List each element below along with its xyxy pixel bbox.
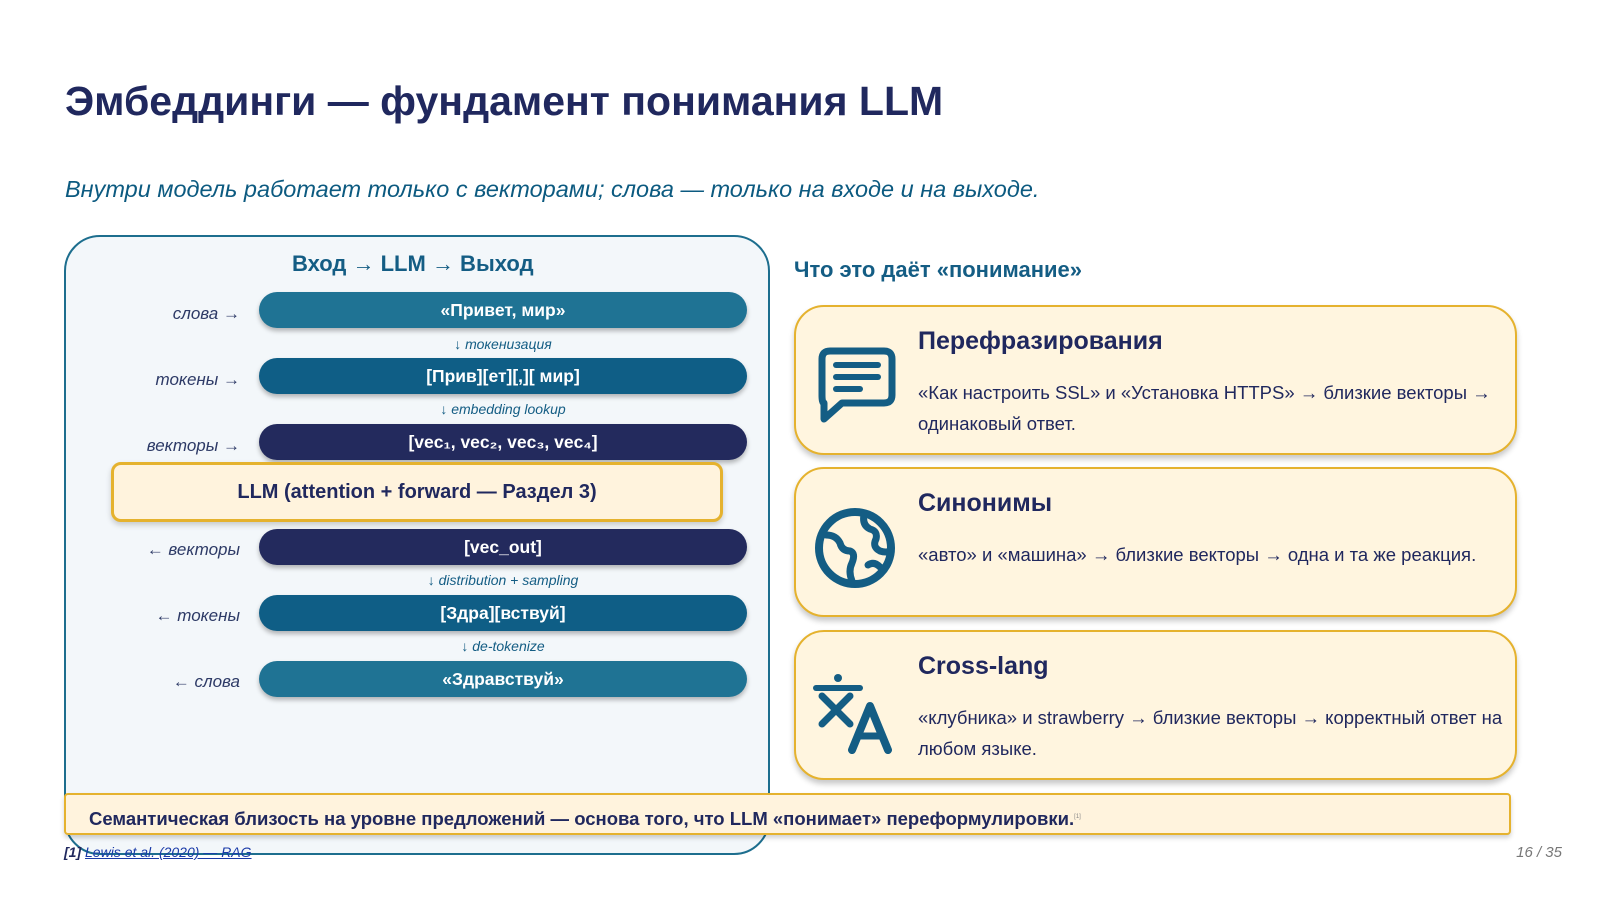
step-embedding-lookup: ↓ embedding lookup	[440, 401, 566, 417]
card-paraphrase	[794, 305, 1517, 455]
card-title: Синонимы	[918, 489, 1053, 517]
row-label-tokens-in: токены →	[155, 370, 240, 389]
step-detokenize: ↓ de-tokenize	[461, 638, 545, 654]
card-synonyms	[794, 467, 1517, 617]
key-takeaway-bar	[64, 793, 1511, 835]
step-distribution-sampling: ↓ distribution + sampling	[427, 572, 579, 588]
pill-output-text: «Здравствуй»	[259, 661, 747, 697]
pill-input-text: «Привет, мир»	[259, 292, 747, 328]
flow-title: Вход → LLM → Выход	[292, 251, 534, 276]
citation-ref[interactable]: [1]	[1074, 814, 1081, 820]
row-label-vectors-in: векторы →	[146, 436, 240, 455]
card-cross-lang	[794, 630, 1517, 780]
llm-box: LLM (attention + forward — Раздел 3)	[111, 462, 723, 522]
footnote-link[interactable]: Lewis et al. (2020) — RAG	[85, 844, 252, 860]
pill-input-vectors: [vec₁, vec₂, vec₃, vec₄]	[259, 424, 747, 460]
chat-text-icon	[812, 343, 898, 429]
card-text: «клубника» и strawberry → близкие векторы → корректный ответ на любом языке.	[918, 707, 1503, 759]
row-label-words-out: ← слова	[172, 672, 240, 691]
pill-output-vectors: [vec_out]	[259, 529, 747, 565]
row-label-words-in: слова →	[172, 304, 240, 323]
slide-subtitle: Внутри модель работает только с векторами; слова — только на входе и на выходе.	[65, 176, 1040, 202]
slide-title: Эмбеддинги — фундамент понимания LLM	[65, 78, 944, 124]
takeaway-text: Семантическая близость на уровне предложений — основа того, что LLM «понимает» переформулировки.	[89, 808, 1075, 830]
card-text: «авто» и «машина» → близкие векторы → одна и та же реакция.	[918, 544, 1477, 565]
row-label-vectors-out: ← векторы	[146, 540, 240, 559]
footnote	[64, 844, 252, 860]
pill-input-tokens: [Прив][ет][,][ мир]	[259, 358, 747, 394]
card-title: Перефразирования	[918, 327, 1163, 355]
card-text: «Как настроить SSL» и «Установка HTTPS» → близкие векторы → одинаковый ответ.	[918, 382, 1491, 434]
page-number: 16 / 35	[1516, 844, 1562, 861]
footnote-number: [1]	[64, 844, 82, 860]
pill-output-tokens: [Здра][вствуй]	[259, 595, 747, 631]
row-label-tokens-out: ← токены	[155, 606, 240, 625]
globe-icon	[812, 505, 898, 591]
benefits-heading: Что это даёт «понимание»	[794, 257, 1082, 282]
translate-icon	[812, 668, 898, 754]
step-tokenization: ↓ токенизация	[454, 336, 552, 352]
card-title: Cross-lang	[918, 652, 1049, 680]
